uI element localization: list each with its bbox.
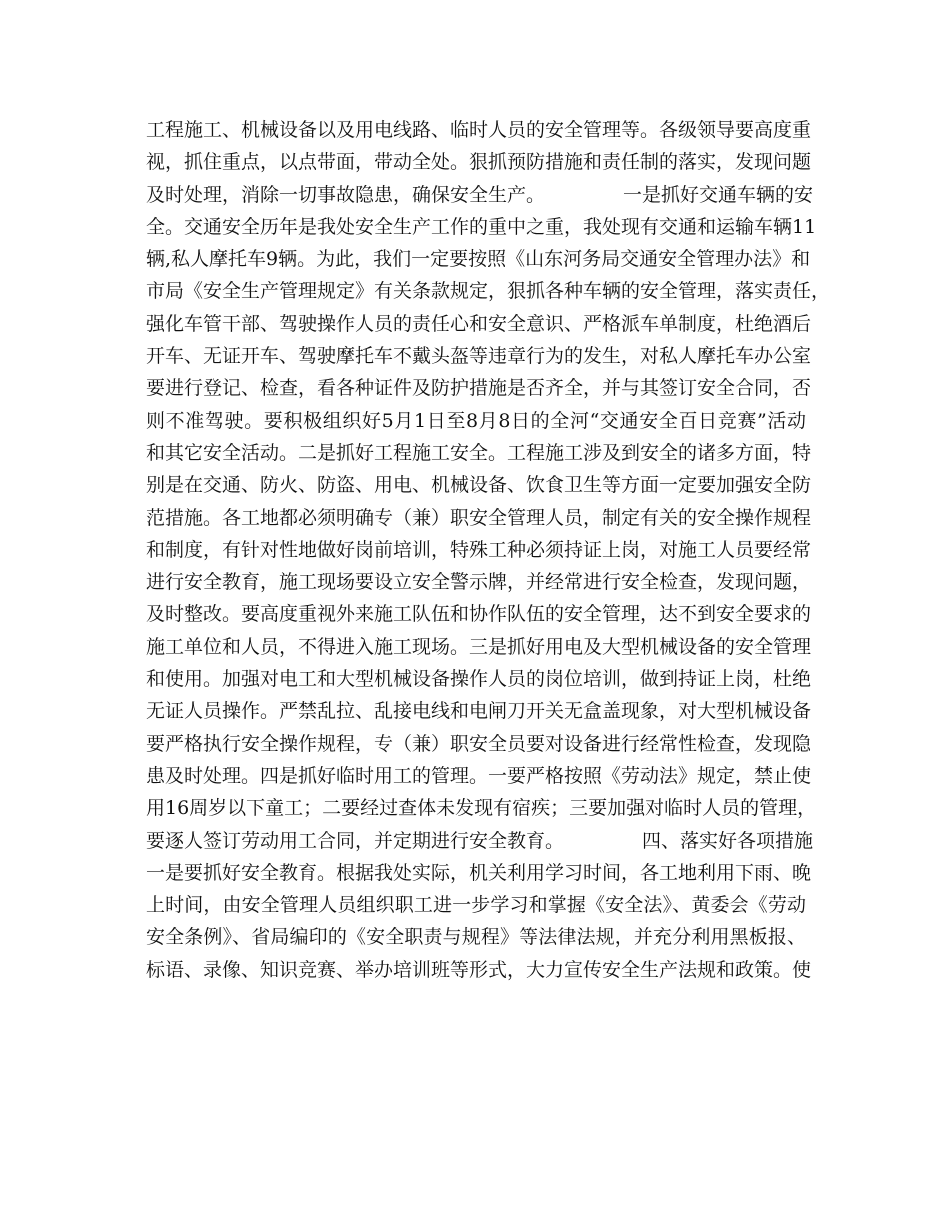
text-line-7: 强化车管干部、驾驶操作人员的责任心和安全意识、严格派车单制度，杜绝酒后 [146,312,812,335]
text-line-9: 要进行登记、检查，看各种证件及防护措施是否齐全，并与其签订安全合同，否 [146,377,812,400]
text-line-6: 市局《安全生产管理规定》有关条款规定，狠抓各种车辆的安全管理，落实责任， [146,280,831,303]
document-body [146,114,831,986]
text-line-11: 和其它安全活动。二是抓好工程施工安全。工程施工涉及到安全的诸多方面，特 [146,441,812,464]
text-line-14: 和制度，有针对性地做好岗前培训，特殊工种必须持证上岗，对施工人员要经常 [146,538,812,561]
text-line-25: 上时间，由安全管理人员组织职工进一步学习和掌握《安全法》、黄委会《劳动 [146,894,806,917]
text-line-3 [146,179,814,211]
text-line-23 [146,825,814,857]
text-line-10: 则不准驾驶。要积极组织好5月1日至8月8日的全河“交通安全百日竞赛”活动 [146,409,806,432]
text-line-17: 施工单位和人员，不得进入施工现场。三是抓好用电及大型机械设备的安全管理 [146,635,812,658]
text-line-15: 进行安全教育，施工现场要设立安全警示牌，并经常进行安全检查，发现问题， [146,571,812,594]
text-line-19: 无证人员操作。严禁乱拉、乱接电线和电闸刀开关无盒盖现象，对大型机械设备 [146,700,812,723]
text-line-27: 标语、录像、知识竞赛、举办培训班等形式，大力宣传安全生产法规和政策。使 [146,958,812,981]
text-line-3-part-a: 及时处理，消除一切事故隐患，确保安全生产。 [146,183,546,206]
text-line-12: 别是在交通、防火、防盗、用电、机械设备、饮食卫生等方面一定要加强安全防 [146,474,812,497]
text-line-5: 辆,私人摩托车9辆。为此，我们一定要按照《山东河务局交通安全管理办法》和 [146,248,811,271]
text-line-4: 全。交通安全历年是我处安全生产工作的重中之重，我处现有交通和运输车辆11 [146,215,817,238]
text-line-3-part-b: 一是抓好交通车辆的安 [623,183,814,206]
text-line-21: 患及时处理。四是抓好临时用工的管理。一要严格按照《劳动法》规定，禁止使 [146,764,812,787]
text-line-23-part-b: 四、落实好各项措施 [642,829,814,852]
text-line-26: 安全条例》、省局编印的《安全职责与规程》等法律法规，并充分利用黑板报、 [146,926,806,949]
text-line-18: 和使用。加强对电工和大型机械设备操作人员的岗位培训，做到持证上岗，杜绝 [146,668,812,691]
text-line-20: 要严格执行安全操作规程，专（兼）职安全员要对设备进行经常性检查，发现隐 [146,732,812,755]
text-line-23-part-a: 要逐人签订劳动用工合同，并定期进行安全教育。 [146,829,565,852]
text-line-24: 一是要抓好安全教育。根据我处实际，机关利用学习时间，各工地利用下雨、晚 [146,861,812,884]
text-line-1: 工程施工、机械设备以及用电线路、临时人员的安全管理等。各级领导要高度重 [146,119,812,141]
text-line-13: 范措施。各工地都必须明确专（兼）职安全管理人员，制定有关的安全操作规程 [146,506,812,529]
text-line-8: 开车、无证开车、驾驶摩托车不戴头盔等违章行为的发生，对私人摩托车办公室 [146,345,812,368]
text-line-16: 及时整改。要高度重视外来施工队伍和协作队伍的安全管理，达不到安全要求的 [146,603,812,626]
text-line-22: 用16周岁以下童工；二要经过查体未发现有宿疾；三要加强对临时人员的管理， [146,797,817,820]
text-line-2: 视，抓住重点，以点带面，带动全处。狠抓预防措施和责任制的落实，发现问题 [146,151,812,174]
